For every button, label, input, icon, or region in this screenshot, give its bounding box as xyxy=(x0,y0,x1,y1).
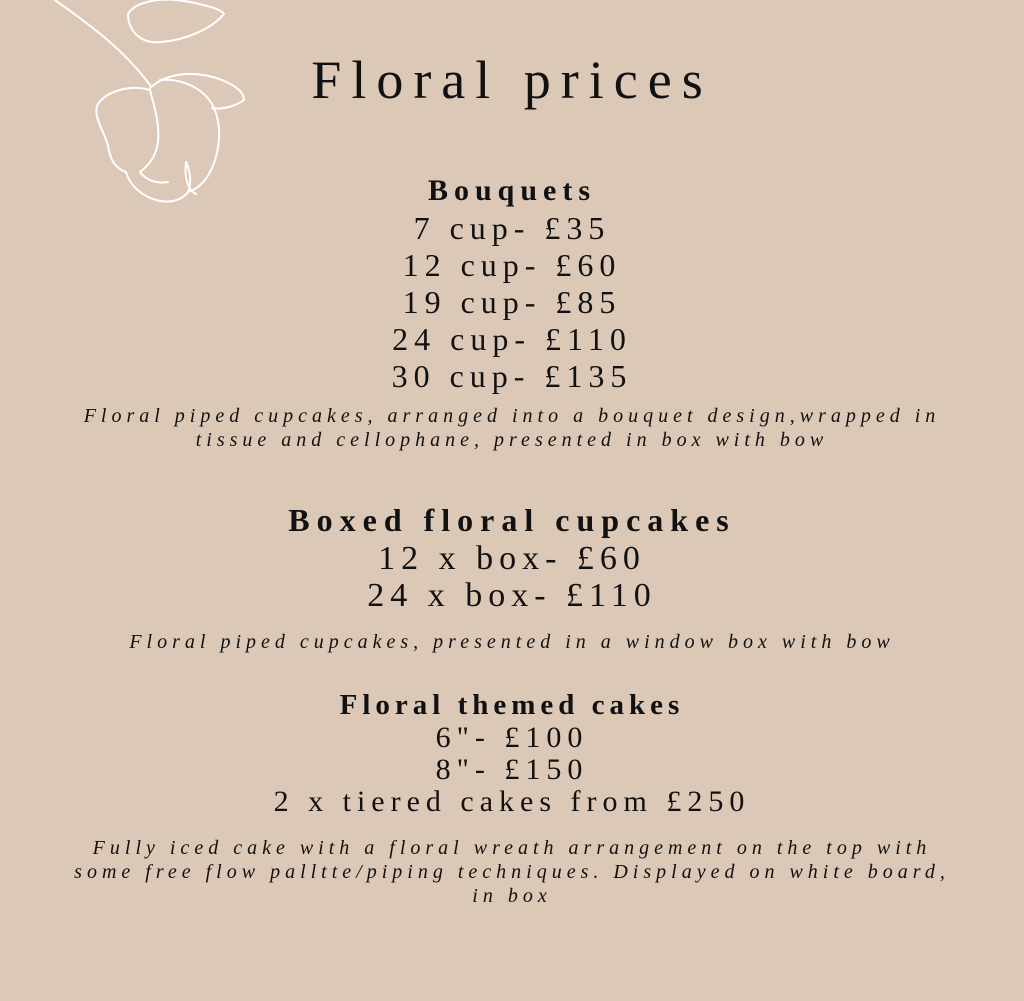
boxed-cupcakes-section xyxy=(0,500,1024,654)
section-heading: Floral themed cakes xyxy=(339,689,685,721)
price-item: 6"- £100 xyxy=(435,721,589,754)
price-item: 24 cup- £110 xyxy=(392,321,632,357)
section-heading: Bouquets xyxy=(427,174,597,207)
section-description: Fully iced cake with a floral wreath arrangement on the top with some free flow palltte/piping techniques. Displayed on white board, in box xyxy=(74,837,950,907)
themed-cakes-section xyxy=(0,688,1024,908)
section-description: Floral piped cupcakes, presented in a window box with bow xyxy=(129,631,895,653)
page-title: Floral prices xyxy=(311,50,713,110)
price-item: 24 x box- £110 xyxy=(367,577,657,614)
price-item: 7 cup- £35 xyxy=(413,210,611,246)
price-item: 19 cup- £85 xyxy=(402,284,622,320)
price-list xyxy=(0,722,1024,818)
section-heading: Boxed floral cupcakes xyxy=(288,502,736,538)
price-item: 12 cup- £60 xyxy=(402,247,622,283)
price-item: 30 cup- £135 xyxy=(391,358,633,394)
price-list xyxy=(0,210,1024,395)
section-description: Floral piped cupcakes, arranged into a bouquet design,wrapped in tissue and cellophane, presented in box with bow xyxy=(83,405,941,451)
price-list xyxy=(0,540,1024,614)
price-item: 2 x tiered cakes from £250 xyxy=(273,785,751,818)
price-item: 12 x box- £60 xyxy=(378,540,646,577)
price-item: 8"- £150 xyxy=(435,753,589,786)
bouquets-section xyxy=(0,172,1024,452)
